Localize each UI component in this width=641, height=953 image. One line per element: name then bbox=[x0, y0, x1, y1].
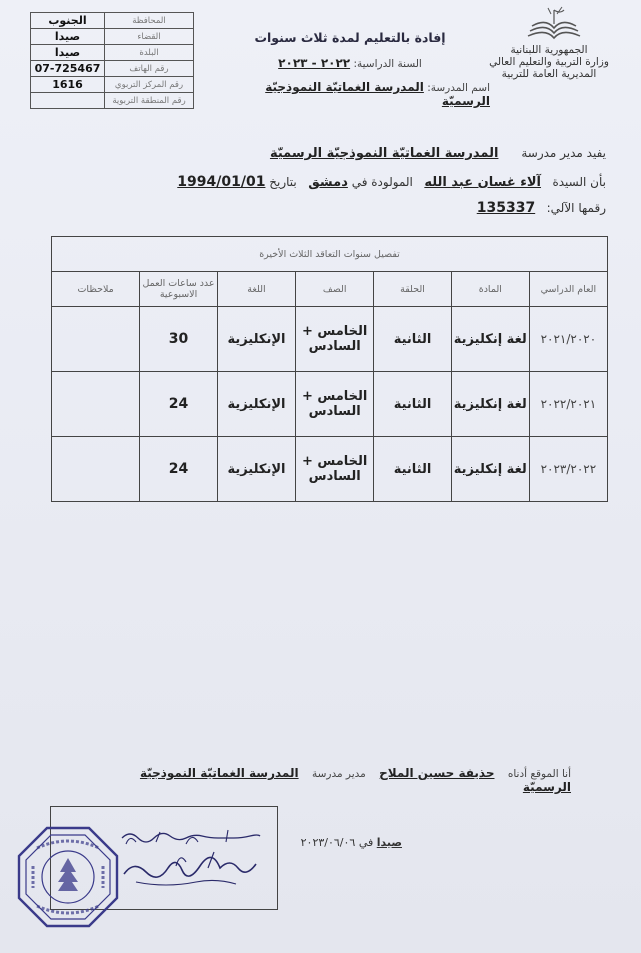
column-header: العام الدراسي bbox=[529, 272, 607, 307]
cell-language: الإنكليزية bbox=[217, 372, 295, 437]
number-label: رقمها الآلي: bbox=[546, 201, 606, 215]
name-prefix: بأن السيدة bbox=[552, 175, 606, 189]
place-date-line bbox=[286, 836, 402, 849]
column-header: عدد ساعات العمل الاسبوعية bbox=[140, 272, 218, 307]
school-name-line bbox=[215, 80, 490, 108]
birth-place: دمشق bbox=[308, 175, 348, 190]
signing-place: صيدا bbox=[376, 836, 402, 849]
table-row bbox=[52, 307, 608, 372]
cell-cycle: الثانية bbox=[374, 372, 452, 437]
cell-hours: 24 bbox=[140, 372, 218, 437]
cell-year: ٢٠٢٣/٢٠٢٢ bbox=[529, 437, 607, 502]
signer-prefix: أنا الموقع أدناه bbox=[507, 768, 571, 780]
info-label: رقم الهاتف bbox=[105, 61, 194, 77]
cell-notes bbox=[52, 437, 140, 502]
date-prefix: في bbox=[358, 836, 374, 849]
signer-name: حذيفة حسين الملاح bbox=[379, 766, 495, 780]
cell-language: الإنكليزية bbox=[217, 307, 295, 372]
document-title: إفادة بالتعليم لمدة ثلاث سنوات bbox=[254, 30, 446, 45]
school-year-label: السنة الدراسية: bbox=[353, 58, 422, 70]
cell-subject: لغة إنكليزية bbox=[451, 307, 529, 372]
statement-prefix: يفيد مدير مدرسة bbox=[521, 146, 606, 160]
cell-cycle: الثانية bbox=[374, 437, 452, 502]
column-header: الصف bbox=[296, 272, 374, 307]
column-header: ملاحظات bbox=[52, 272, 140, 307]
cell-notes bbox=[52, 372, 140, 437]
info-row bbox=[31, 61, 194, 77]
ministry-line: وزارة التربية والتعليم العالي bbox=[489, 56, 609, 68]
birth-date-label: بتاريخ bbox=[269, 175, 297, 189]
signer-line bbox=[105, 766, 571, 794]
cell-grade: الخامس + السادس bbox=[296, 372, 374, 437]
birth-date: 1994/01/01 bbox=[177, 174, 266, 190]
info-value: صيدا bbox=[31, 45, 105, 61]
school-name-value: المدرسة الغماتيّة النموذجيّة الرسميّة bbox=[265, 80, 490, 108]
statement-line-3 bbox=[477, 200, 606, 216]
info-value: 1616 bbox=[31, 77, 105, 93]
info-value bbox=[31, 93, 105, 109]
cell-year: ٢٠٢٢/٢٠٢١ bbox=[529, 372, 607, 437]
ministry-line: المديرية العامة للتربية bbox=[501, 68, 597, 80]
signing-date: ٢٠٢٣/٠٦/٠٦ bbox=[300, 836, 356, 849]
info-row bbox=[31, 45, 194, 61]
cell-hours: 30 bbox=[140, 307, 218, 372]
ministry-line: الجمهورية اللبنانية bbox=[510, 44, 588, 56]
teacher-number: 135337 bbox=[476, 200, 536, 216]
school-year-value: ٢٠٢٢ - ٢٠٢٣ bbox=[278, 56, 351, 70]
school-year-line bbox=[250, 56, 450, 70]
info-row bbox=[31, 13, 194, 29]
cell-language: الإنكليزية bbox=[217, 437, 295, 502]
info-label: المحافظة bbox=[105, 13, 194, 29]
info-row bbox=[31, 29, 194, 45]
table-row bbox=[52, 437, 608, 502]
cell-year: ٢٠٢١/٢٠٢٠ bbox=[529, 307, 607, 372]
cell-grade: الخامس + السادس bbox=[296, 437, 374, 502]
info-value: الجنوب bbox=[31, 13, 105, 29]
table-caption: تفصيل سنوات التعاقد الثلاث الأخيرة bbox=[52, 237, 608, 272]
school-stamp-icon bbox=[17, 826, 119, 928]
info-label: البلدة bbox=[105, 45, 194, 61]
cell-hours: 24 bbox=[140, 437, 218, 502]
ministry-name bbox=[479, 44, 619, 80]
table-row bbox=[52, 372, 608, 437]
signer-school: المدرسة الغماتيّة النموذجيّة الرسميّة bbox=[139, 766, 571, 794]
info-label: القضاء bbox=[105, 29, 194, 45]
statement-school: المدرسة الغماتيّة النموذجيّة الرسميّة bbox=[269, 146, 499, 161]
cell-cycle: الثانية bbox=[374, 307, 452, 372]
info-row bbox=[31, 77, 194, 93]
born-label: المولودة في bbox=[351, 175, 413, 189]
info-label: رقم المنطقة التربوية bbox=[105, 93, 194, 109]
statement-line-1 bbox=[270, 146, 606, 161]
column-header: المادة bbox=[451, 272, 529, 307]
info-row bbox=[31, 93, 194, 109]
cell-notes bbox=[52, 307, 140, 372]
school-info-table bbox=[30, 12, 194, 109]
cell-grade: الخامس + السادس bbox=[296, 307, 374, 372]
teacher-name: آلاء غسان عبد الله bbox=[424, 175, 542, 190]
column-header: اللغة bbox=[217, 272, 295, 307]
info-label: رقم المركز التربوي bbox=[105, 77, 194, 93]
cell-subject: لغة إنكليزية bbox=[451, 437, 529, 502]
signer-role: مدير مدرسة bbox=[311, 768, 366, 780]
info-value: صيدا bbox=[31, 29, 105, 45]
handwritten-signature bbox=[116, 822, 266, 896]
contract-years-table bbox=[51, 236, 608, 502]
column-header: الحلقة bbox=[374, 272, 452, 307]
info-value: 07-725467 bbox=[31, 61, 105, 77]
ministry-logo-icon bbox=[524, 6, 584, 44]
school-name-label: اسم المدرسة: bbox=[427, 82, 490, 94]
cell-subject: لغة إنكليزية bbox=[451, 372, 529, 437]
statement-line-2 bbox=[177, 174, 606, 190]
